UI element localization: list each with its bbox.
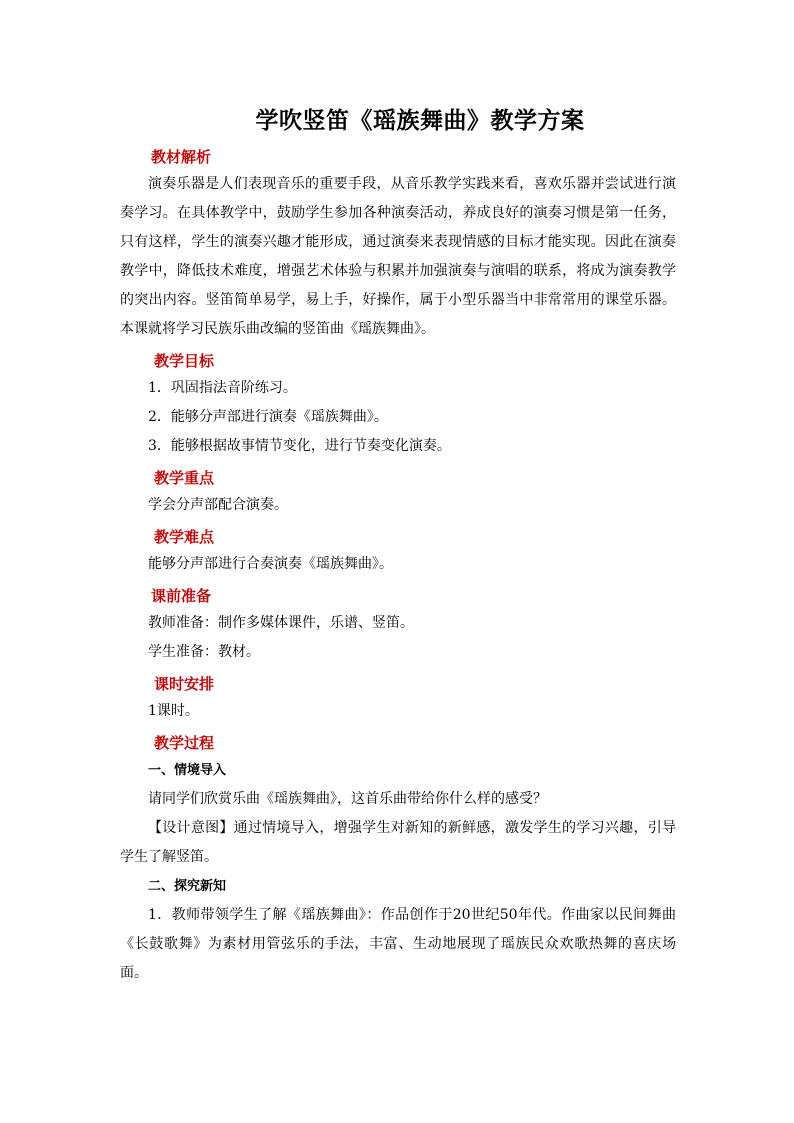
paragraph-analysis: 演奏乐器是人们表现音乐的重要手段，从音乐教学实践来看，喜欢乐器并尝试进行演奏学习。在具体教学中，鼓励学生参加各种演奏活动，养成良好的演奏习惯是第一任务，只有这样，学生的演奏兴趣才能形成，通过演奏来表现情感的目标才能实现。因此在演奏教学中，降低技术难度，增强艺术体验与积累并加强演奏与演唱的联系，将成为演奏教学的突出内容。竖笛简单易学，易上手，好操作，属于小型乐器当中非常常用的课堂乐器。本课就将学习民族乐曲改编的竖笛曲《瑶族舞曲》。 (120, 176, 676, 337)
step2-text: 1．教师带领学生了解《瑶族舞曲》：作品创作于20世纪50年代。作曲家以民间舞曲《长鼓歌舞》为素材用管弦乐的手法，丰富、生动地展现了瑶族民众欢歌热舞的喜庆场面。 (120, 907, 676, 981)
heading-process: 教学过程 (154, 734, 215, 752)
heading-schedule: 课时安排 (154, 675, 215, 693)
heading-goals: 教学目标 (154, 352, 215, 370)
prep-student: 学生准备：教材。 (148, 644, 260, 660)
paragraph-schedule: 1课时。 (148, 703, 199, 719)
step1-text: 请同学们欣赏乐曲《瑶族舞曲》，这首乐曲带给你什么样的感受？ (148, 791, 547, 807)
heading-key: 教学重点 (154, 469, 215, 487)
step1-title: 一、情境导入 (148, 763, 227, 778)
paragraph-difficulty: 能够分声部进行合奏演奏《瑶族舞曲》。 (148, 556, 393, 572)
paragraph-key: 学会分声部配合演奏。 (148, 497, 288, 513)
goal-item-3: 3．能够根据故事情节变化，进行节奏变化演奏。 (148, 438, 451, 454)
goal-item-2: 2．能够分声部进行演奏《瑶族舞曲》。 (148, 409, 388, 425)
document-title: 学吹竖笛《瑶族舞曲》教学方案 (255, 107, 585, 134)
heading-analysis: 教材解析 (151, 148, 212, 166)
step2-title: 二、探究新知 (148, 879, 227, 894)
prep-teacher: 教师准备：制作多媒体课件，乐谱、竖笛。 (148, 615, 414, 631)
step1-intent: 【设计意图】通过情境导入，增强学生对新知的新鲜感，激发学生的学习兴趣，引导学生了解竖笛。 (120, 820, 676, 865)
heading-difficulty: 教学难点 (154, 528, 215, 546)
document-body (120, 140, 676, 988)
heading-prep: 课前准备 (151, 587, 212, 605)
goal-item-1: 1．巩固指法音阶练习。 (148, 380, 297, 396)
